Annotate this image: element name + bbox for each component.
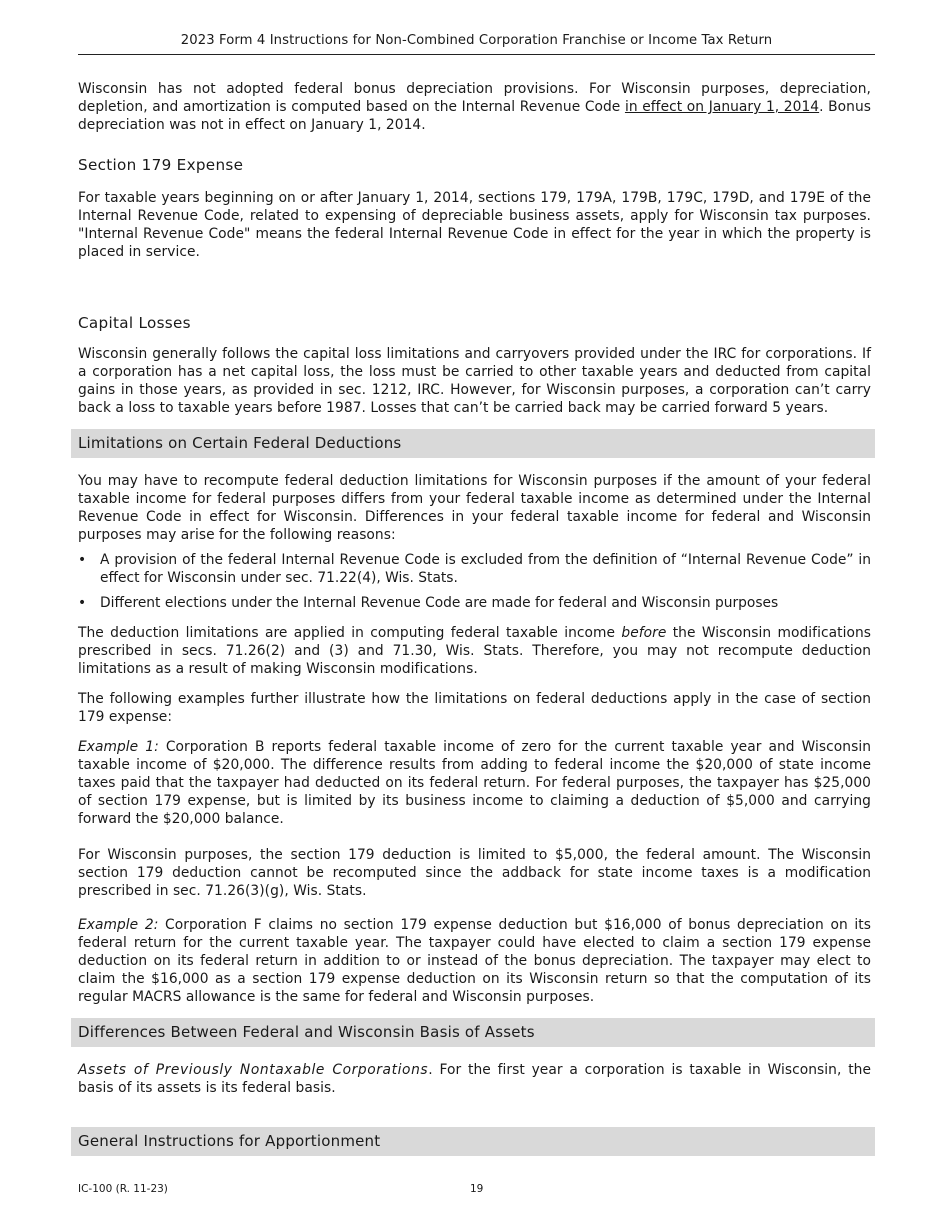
section-179-heading: Section 179 Expense — [78, 156, 244, 174]
example-2-paragraph — [78, 916, 871, 1006]
apportionment-section-band — [71, 1127, 875, 1156]
footer-form-id: IC-100 (R. 11-23) — [78, 1183, 168, 1195]
bonus-depreciation-paragraph — [78, 80, 871, 134]
bullet-icon: • — [78, 595, 87, 611]
apportionment-heading: General Instructions for Apportionment — [78, 1132, 381, 1150]
examples-intro-paragraph: The following examples further illustrate how the limitations on federal deductions apply in the case of section 179 expense: — [78, 691, 871, 726]
bonus-text-b: . Bonus depreciation was not in effect on January 1, 2014. — [78, 99, 871, 134]
limitations-section-band — [71, 429, 875, 458]
example-1-wisconsin-paragraph: For Wisconsin purposes, the section 179 deduction is limited to $5,000, the federal amount. The Wisconsin section 179 deduction cannot be recomputed since the addback for state income taxes is a modification prescribed in sec. 71.26(3)(g), Wis. Stats. — [78, 847, 871, 900]
bonus-text-a: Wisconsin has not adopted federal bonus depreciation provisions. For Wisconsin purposes, depreciation, depletion, and amortization is computed based on the Internal Revenue Code — [78, 81, 871, 116]
applied-text-a: The deduction limitations are applied in computing federal taxable income — [78, 625, 622, 641]
deduction-limitations-paragraph — [78, 624, 871, 678]
basis-label: Assets of Previously Nontaxable Corporations — [78, 1062, 429, 1078]
basis-section-band — [71, 1018, 875, 1047]
list-item — [78, 594, 871, 612]
footer-page-number: 19 — [470, 1183, 484, 1195]
bullet-icon: • — [78, 552, 87, 568]
example-2-text: Corporation F claims no section 179 expense deduction but $16,000 of bonus depreciation on its federal return for the current taxable year. The taxpayer could have elected to claim a section 179 expense deduction on its federal return in addition to or instead of the bonus depreciation. The taxpayer may elect to claim the $16,000 as a section 179 expense deduction on its Wisconsin return so that the computation of its regular MACRS allowance is the same for federal and Wisconsin purposes. — [78, 917, 871, 1006]
bullet-text: A provision of the federal Internal Revenue Code is excluded from the definition of “Internal Revenue Code” in effect for Wisconsin under sec. 71.22(4), Wis. Stats. — [100, 552, 871, 587]
example-1-paragraph — [78, 738, 871, 828]
example-1-text: Corporation B reports federal taxable income of zero for the current taxable year and Wisconsin taxable income of $20,000. The difference results from adding to federal income the $20,000 of state income taxes paid that the taxpayer had deducted on its federal return. For federal purposes, the taxpayer has $25,000 of section 179 expense, but is limited by its business income to claiming a deduction of $5,000 and carrying forward the $20,000 balance. — [78, 739, 871, 828]
capital-losses-heading: Capital Losses — [78, 314, 191, 332]
bonus-underlined-date: in effect on January 1, 2014 — [624, 99, 820, 116]
limitations-heading: Limitations on Certain Federal Deductions — [78, 434, 402, 452]
limitations-intro-paragraph: You may have to recompute federal deduction limitations for Wisconsin purposes if the amount of your federal taxable income for federal purposes differs from your federal taxable income as determined under the Internal Revenue Code in effect for Wisconsin. Differences in your federal taxable income for federal and Wisconsin purposes may arise for the following reasons: — [78, 473, 871, 544]
basis-paragraph — [78, 1061, 871, 1097]
basis-text: . For the first year a corporation is taxable in Wisconsin, the basis of its assets is its federal basis. — [78, 1062, 871, 1097]
list-item — [78, 551, 871, 587]
header-rule — [78, 54, 875, 55]
bullet-text: Different elections under the Internal Revenue Code are made for federal and Wisconsin purposes — [100, 595, 779, 611]
applied-text-b: the Wisconsin modifications prescribed in secs. 71.26(2) and (3) and 71.30, Wis. Stats. Therefore, you may not recompute deduction limitations as a result of making Wisconsin modifications. — [78, 625, 871, 678]
capital-losses-paragraph: Wisconsin generally follows the capital loss limitations and carryovers provided under the IRC for corporations. If a corporation has a net capital loss, the loss must be carried to other taxable years and deducted from capital gains in those years, as provided in sec. 1212, IRC. However, for Wisconsin purposes, a corporation can’t carry back a loss to taxable years before 1987. Losses that can’t be carried back may be carried forward 5 years. — [78, 346, 871, 417]
basis-heading: Differences Between Federal and Wisconsin Basis of Assets — [78, 1023, 535, 1041]
applied-emphasis: before — [621, 625, 667, 641]
section-179-paragraph: For taxable years beginning on or after January 1, 2014, sections 179, 179A, 179B, 179C, 179D, and 179E of the Internal Revenue Code, related to expensing of depreciable business assets, apply for Wisconsin tax purposes. "Internal Revenue Code" means the federal Internal Revenue Code in effect for the year in which the property is placed in service. — [78, 190, 871, 261]
example-2-label: Example 2: — [78, 917, 159, 933]
example-1-label: Example 1: — [78, 739, 159, 755]
running-header: 2023 Form 4 Instructions for Non-Combined Corporation Franchise or Income Tax Return — [180, 33, 773, 48]
